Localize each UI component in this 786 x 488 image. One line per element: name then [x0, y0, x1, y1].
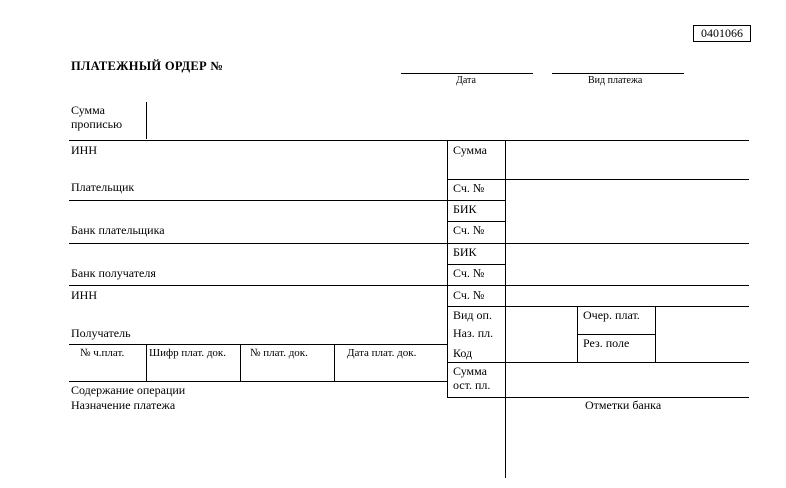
payer-label: Плательщик: [71, 180, 135, 194]
row-line-362-right: [505, 362, 749, 363]
mid-line-306: [447, 306, 505, 307]
payer-inn-label: ИНН: [71, 143, 97, 157]
payee-label: Получатель: [71, 326, 131, 340]
reserve-label: Рез. поле: [583, 336, 630, 350]
form-code: 0401066: [693, 25, 751, 42]
mid-line-362: [447, 362, 505, 363]
operation-content-label: Содержание операции: [71, 383, 186, 397]
mid-code-label: Код: [453, 346, 473, 360]
partial-col-2: [240, 344, 241, 381]
row-line-179-right: [505, 179, 749, 180]
date-label: Дата: [456, 75, 476, 86]
payer-bank-label: Банк плательщика: [71, 223, 165, 237]
mid-left-border: [447, 140, 448, 397]
mid-account1-label: Сч. №: [453, 181, 485, 195]
row-line-140: [69, 140, 749, 141]
payee-inn-label: ИНН: [71, 288, 97, 302]
row-line-306-right: [505, 306, 749, 307]
mid-account3-label: Сч. №: [453, 266, 485, 280]
payment-type-line: [552, 73, 684, 74]
bank-marks-label: Отметки банка: [585, 398, 662, 412]
payee-bank-label: Банк получателя: [71, 266, 156, 280]
mid-amount-label: Сумма: [453, 143, 487, 157]
priority-divider: [577, 334, 655, 335]
amount-words-label: Сумма прописью: [71, 103, 123, 131]
priority-right-border: [655, 306, 656, 362]
row-line-200: [69, 200, 447, 201]
amount-words-divider: [146, 102, 147, 139]
mid-account2-label: Сч. №: [453, 223, 485, 237]
page-title: ПЛАТЕЖНЫЙ ОРДЕР №: [71, 59, 224, 73]
mid-remaining-amount-label: Сумма ост. пл.: [453, 364, 491, 392]
mid-line-179: [447, 179, 505, 180]
mid-bik2-label: БИК: [453, 245, 477, 259]
date-line: [401, 73, 533, 74]
partial-header-number: № ч.плат.: [80, 347, 125, 359]
row-line-381: [69, 381, 447, 382]
mid-bik1-label: БИК: [453, 202, 477, 216]
partial-header-cipher: Шифр плат. док.: [149, 347, 227, 359]
mid-account4-label: Сч. №: [453, 288, 485, 302]
purpose-label: Назначение платежа: [71, 398, 176, 412]
payment-type-label: Вид платежа: [588, 75, 643, 86]
partial-col-3: [334, 344, 335, 381]
priority-label: Очер. плат.: [583, 308, 640, 322]
mid-purpose-short-label: Наз. пл.: [453, 326, 494, 340]
row-line-344: [69, 344, 447, 345]
partial-col-1: [146, 344, 147, 381]
partial-header-doc-number: № плат. док.: [250, 347, 308, 359]
row-line-285: [69, 285, 749, 286]
mid-line-264: [447, 264, 505, 265]
mid-line-200: [447, 200, 505, 201]
partial-header-doc-date: Дата плат. док.: [347, 347, 417, 359]
row-line-243: [69, 243, 749, 244]
mid-right-border: [505, 140, 506, 478]
mid-op-type-label: Вид оп.: [453, 308, 492, 322]
mid-line-221: [447, 221, 505, 222]
